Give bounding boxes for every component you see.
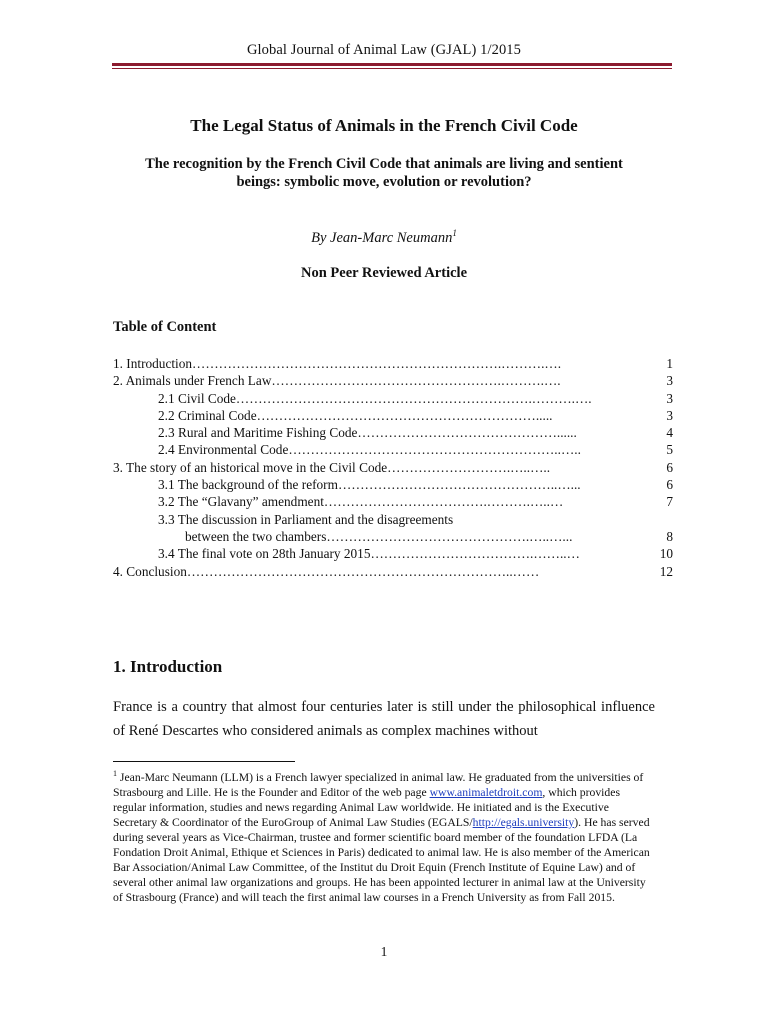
toc-entry-page: 5 [666,442,673,458]
table-of-contents [113,355,673,580]
footnote-reference[interactable]: 1 [452,228,457,238]
toc-entry-title: 2.3 Rural and Maritime Fishing Code………………………………………...... [158,425,577,441]
toc-entry[interactable] [113,355,673,372]
toc-entry[interactable] [113,528,673,545]
byline [0,228,768,247]
header-rule-thin [112,68,672,69]
footnote [113,766,655,905]
toc-entry-page: 4 [666,425,673,441]
toc-entry-title: 4. Conclusion………………………………………………………………..…… [113,563,540,579]
toc-entry-page: 6 [666,459,673,475]
toc-entry-title: 3.1 The background of the reform…………………………………………..…... [158,477,581,493]
toc-entry-title: 3.3 The discussion in Parliament and the disagreements [158,511,454,527]
author-name: By Jean-Marc Neumann [311,229,453,246]
toc-entry-title: 3.4 The final vote on 28th January 2015……………………………….……..… [158,546,580,562]
page-number: 1 [380,944,388,959]
footnote-text-1: Jean-Marc Neumann (LLM) is a French lawyer specialized in animal law. He graduated from the universities of Strasbourg and Lille. He is the Founder and Editor of the web page [113,770,644,799]
footnote-text-3: ). He has served during several years as Vice-Chairman, trustee and former scientific board member of the foundation LFDA (La Fondation Droit Animal, Ethique et Sciences in Paris) dedicated to animal law. He is also member of the American Bar Association/Animal Law Committee, of the Institut du Droit Equin (French Institute of Equine Law) and of several other animal law organizations and groups. He has been appointed lecturer in animal law at the University of Strasbourg (France) and will teach the first animal law courses in a French University as from Fall 2015. [113,815,650,904]
footnote-text-2: , which provides regular information, studies and news regarding Animal Law worldwide. He initiated and is the Executive Secretary & Coordinator of the EuroGroup of Animal Law Studies (EGALS/ [113,785,620,829]
footnote-mark: 1 [113,769,117,778]
toc-entry[interactable] [113,372,673,389]
toc-entry-title: 3. The story of an historical move in the Civil Code……………………….…..….. [113,459,551,475]
toc-entry[interactable] [113,545,673,562]
toc-entry-title: 2.2 Criminal Code………………………………………………………..... [158,407,553,423]
footnote-link-animaletdroit[interactable]: www.animaletdroit.com [429,785,543,799]
toc-entry[interactable] [113,563,673,580]
journal-header: Global Journal of Animal Law (GJAL) 1/2015 [246,42,521,58]
toc-entry-title: 2.1 Civil Code………………………………………………………….……….…. [158,390,592,406]
toc-entry-page: 6 [666,477,673,493]
toc-entry-title: 2.4 Environmental Code……………………………………………………..….. [158,442,581,458]
footnote-separator [113,761,295,762]
toc-entry-page: 10 [659,546,673,562]
article-title: The Legal Status of Animals in the French Civil Code [190,116,578,135]
toc-entry-title: between the two chambers……………………………………….…..…... [185,528,573,544]
footnote-link-egals[interactable]: http://egals.university [472,815,575,829]
toc-entry-page: 3 [666,390,673,406]
toc-entry[interactable] [113,459,673,476]
toc-entry-page: 3 [666,407,673,423]
toc-entry-page: 8 [666,528,673,544]
toc-entry-title: 2. Animals under French Law…………………………………………….……….…. [113,373,561,389]
header-rule-thick [112,63,672,66]
toc-heading: Table of Content [113,319,217,335]
section-heading: 1. Introduction [113,657,223,676]
toc-entry-page: 3 [666,373,673,389]
toc-entry[interactable] [113,493,673,510]
toc-entry[interactable] [113,390,673,407]
peer-review-status: Non Peer Reviewed Article [300,265,468,281]
toc-entry-page: 12 [659,563,673,579]
toc-entry-title: 3.2 The “Glavany” amendment……………………………….……….…..… [158,494,564,510]
toc-entry[interactable] [113,441,673,458]
toc-entry[interactable] [113,476,673,493]
toc-entry-title: 1. Introduction…………………………………………………………….……….…. [113,356,562,371]
toc-entry[interactable] [113,407,673,424]
toc-entry-page: 7 [666,494,673,510]
article-subtitle: The recognition by the French Civil Code that animals are living and sentient beings: symbolic move, evolution or revolution? [145,156,623,190]
body-paragraph: France is a country that almost four centuries later is still under the philosophical influence of René Descartes who considered animals as complex machines without [113,699,655,739]
toc-entry[interactable] [113,511,673,528]
toc-entry[interactable] [113,424,673,441]
toc-entry-page: 1 [666,356,673,371]
